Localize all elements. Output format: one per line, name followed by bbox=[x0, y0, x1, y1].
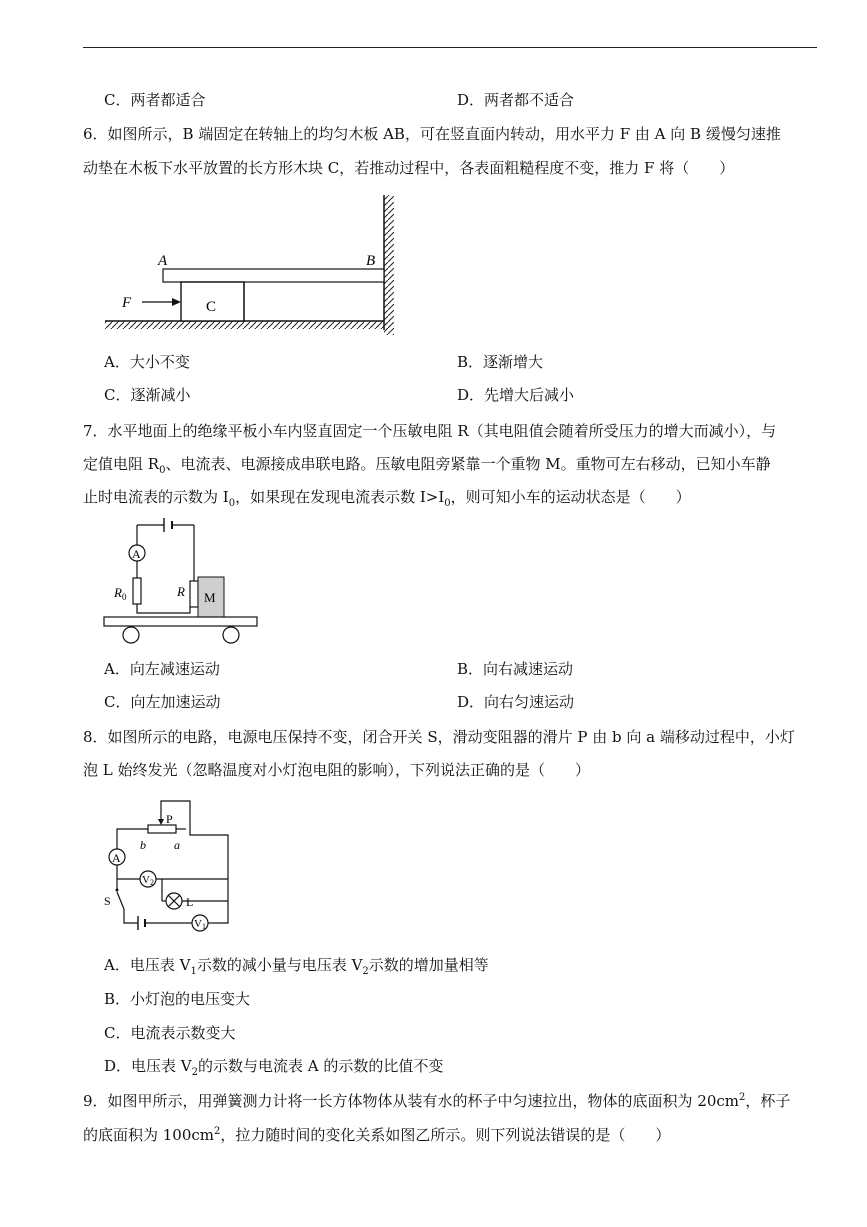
wheel-left bbox=[123, 627, 139, 643]
label-f: F bbox=[122, 295, 132, 311]
switch-s bbox=[117, 892, 124, 909]
svg-text:S: S bbox=[104, 894, 111, 908]
ground-hatch bbox=[105, 321, 390, 329]
q7-option-d: D．向右匀速运动 bbox=[457, 693, 575, 711]
q7-option-b: B．向右减速运动 bbox=[457, 660, 574, 678]
q6-stem-line1: 6．如图所示，B 端固定在转轴上的均匀木板 AB，可在竖直面内转动，用水平力 F 由 A 向 B 缓慢匀速推 bbox=[83, 125, 781, 143]
force-arrowhead bbox=[172, 298, 181, 306]
cart-platform bbox=[104, 617, 257, 626]
q7-option-c: C．向左加速运动 bbox=[104, 693, 221, 711]
svg-text:R0: $R_0$ bbox=[114, 585, 127, 602]
wire-bottom bbox=[137, 604, 190, 613]
svg-text:V1: V1 bbox=[194, 918, 206, 931]
q7-stem-line2: 定值电阻 $R_0$、电流表、电源接成串联电路。压敏电阻旁紧靠一个重物 M。重物可左右移动，已知小车静 bbox=[83, 455, 771, 476]
q6-figure bbox=[100, 190, 400, 340]
q7-figure bbox=[100, 517, 265, 649]
label-c: C bbox=[206, 299, 217, 315]
wall-hatch bbox=[384, 195, 394, 335]
header-rule bbox=[83, 47, 817, 48]
resistor-r0 bbox=[133, 578, 141, 604]
q8-option-d: D．电压表 $V_2$的示数与电流表 A 的示数的比值不变 bbox=[104, 1057, 444, 1078]
q8-option-b: B．小灯泡的电压变大 bbox=[104, 990, 251, 1008]
rheostat bbox=[148, 825, 176, 833]
svg-text:V2: V2 bbox=[142, 874, 154, 887]
svg-text:A: A bbox=[112, 851, 121, 865]
label-a: A bbox=[158, 253, 168, 269]
svg-text:P: P bbox=[166, 812, 173, 826]
q9-stem-line1: 9．如图甲所示，用弹簧测力计将一长方体物体从装有水的杯子中匀速拉出，物体的底面积为 $20cm^2$，杯子 bbox=[83, 1092, 791, 1110]
board-ab bbox=[163, 269, 384, 282]
q5-option-c: C．两者都适合 bbox=[104, 91, 206, 109]
q6-option-b: B．逐渐增大 bbox=[457, 353, 544, 371]
q5-option-d: D．两者都不适合 bbox=[457, 91, 575, 109]
q8-figure bbox=[100, 797, 240, 937]
q9-stem-line2: 的底面积为 $100cm^2$，拉力随时间的变化关系如图乙所示。则下列说法错误的是（ ） bbox=[83, 1126, 671, 1144]
q7-stem-line3: 止时电流表的示数为 $I_0$，如果现在发现电流表示数 $I>I_0$，则可知小车的运动状态是（ ） bbox=[83, 488, 691, 509]
q8-stem-line1: 8．如图所示的电路，电源电压保持不变，闭合开关 S，滑动变阻器的滑片 P 由 b 向 a 端移动过程中，小灯 bbox=[83, 728, 795, 746]
svg-text:R: R bbox=[177, 584, 185, 599]
svg-text:M: M bbox=[204, 590, 216, 605]
wheel-right bbox=[223, 627, 239, 643]
svg-text:a: a bbox=[174, 838, 180, 852]
q7-stem-line1: 7．水平地面上的绝缘平板小车内竖直固定一个压敏电阻 R（其电阻值会随着所受压力的增大而减小），与 bbox=[83, 422, 777, 440]
svg-text:b: b bbox=[140, 838, 146, 852]
resistor-r bbox=[190, 581, 198, 607]
svg-text:A: A bbox=[132, 547, 141, 561]
q6-option-c: C．逐渐减小 bbox=[104, 386, 191, 404]
label-b: B bbox=[366, 253, 376, 269]
q6-option-d: D．先增大后减小 bbox=[457, 386, 575, 404]
q7-option-a: A．向左减速运动 bbox=[104, 660, 220, 678]
svg-text:L: L bbox=[186, 895, 194, 909]
q6-stem-line2: 动垫在木板下水平放置的长方形木块 C，若推动过程中，各表面粗糙程度不变，推力 F 将（ ） bbox=[83, 159, 735, 177]
q8-option-c: C．电流表示数变大 bbox=[104, 1024, 236, 1042]
q8-option-a: A．电压表 $V_1$示数的减小量与电压表 $V_2$示数的增加量相等 bbox=[104, 956, 489, 977]
q6-option-a: A．大小不变 bbox=[104, 353, 190, 371]
q8-stem-line2: 泡 L 始终发光（忽略温度对小灯泡电阻的影响），下列说法正确的是（ ） bbox=[83, 761, 591, 779]
